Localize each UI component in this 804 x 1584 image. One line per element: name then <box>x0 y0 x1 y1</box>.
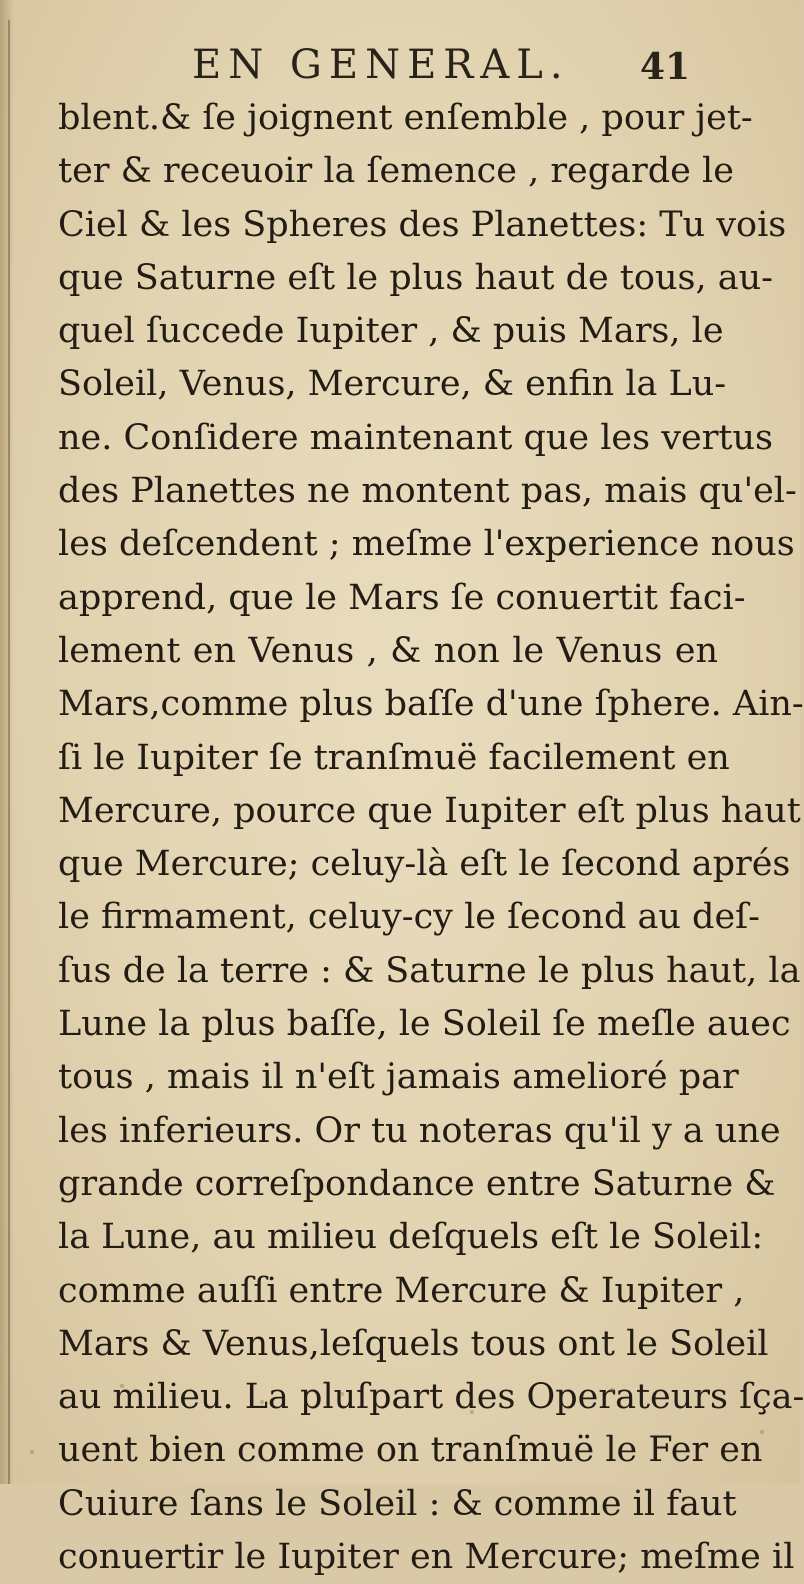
text-line: le firmament, celuy-cy le ſecond au deſ- <box>58 897 760 938</box>
text-line: quel ſuccede Iupiter , & puis Mars, le <box>58 311 724 352</box>
text-line: les inferieurs. Or tu noteras qu'il y a une <box>58 1110 781 1151</box>
text-line: au milieu. La pluſpart des Operateurs ſça- <box>58 1377 804 1418</box>
paper-speck <box>610 1388 614 1392</box>
paper-speck <box>120 1384 124 1388</box>
text-line: blent.& ſe joignent enſemble , pour jet- <box>58 98 753 138</box>
text-line: Lune la plus baſſe, le Soleil ſe meſle auec <box>58 1004 791 1045</box>
text-line: uent bien comme on tranſmuë le Fer en <box>58 1430 763 1471</box>
text-line: ter & receuoir la ſemence , regarde le <box>58 151 734 192</box>
text-line: conuertir le Iupiter en Mercure; meſme il <box>58 1537 795 1578</box>
paper-speck <box>30 1450 34 1454</box>
text-line: la Lune, au milieu deſquels eſt le Soleil: <box>58 1217 764 1258</box>
text-line: tous , mais il n'eſt jamais amelioré par <box>58 1057 739 1098</box>
text-line: Mars,comme plus baſſe d'une ſphere. Ain- <box>58 684 804 725</box>
text-line: Soleil, Venus, Mercure, & enfin la Lu- <box>58 364 727 405</box>
paper-specks <box>0 1370 804 1484</box>
text-line: ſi le Iupiter ſe tranſmuë facilement en <box>58 737 730 778</box>
text-line: Mars & Venus,leſquels tous ont le Soleil <box>58 1323 769 1364</box>
running-head-title: EN GENERAL. <box>192 42 570 88</box>
text-line: comme auſſi entre Mercure & Iupiter , <box>58 1270 745 1311</box>
running-head <box>0 42 800 96</box>
text-line: apprend, que le Mars ſe conuertit faci- <box>58 577 746 618</box>
paper-speck <box>340 1392 344 1396</box>
paper-speck <box>470 1410 474 1414</box>
text-line: que Saturne eſt le plus haut de tous, au- <box>58 257 773 298</box>
gutter-shadow <box>0 0 14 1484</box>
text-line: les deſcendent ; meſme l'experience nous <box>58 524 795 565</box>
text-line: des Planettes ne montent pas, mais qu'el- <box>58 471 797 512</box>
text-body <box>58 92 804 1584</box>
paper-speck <box>760 1430 764 1434</box>
text-line: grande correſpondance entre Saturne & <box>58 1163 776 1204</box>
text-line: Mercure, pource que Iupiter eſt plus haut <box>58 790 801 831</box>
paper-speck <box>260 1400 264 1404</box>
text-line: Cuiure ſans le Soleil : & comme il faut <box>58 1483 737 1524</box>
text-line: que Mercure; celuy-là eſt le ſecond aprés <box>58 844 791 885</box>
text-line: lement en Venus , & non le Venus en <box>58 630 718 671</box>
text-line: ſus de la terre : & Saturne le plus haut, la <box>58 950 801 991</box>
text-line: ne. Conſidere maintenant que les vertus <box>58 417 774 458</box>
page-number: 41 <box>640 46 691 88</box>
text-line: Ciel & les Spheres des Planettes: Tu vois <box>58 204 787 245</box>
page-edge-line <box>8 20 10 1484</box>
